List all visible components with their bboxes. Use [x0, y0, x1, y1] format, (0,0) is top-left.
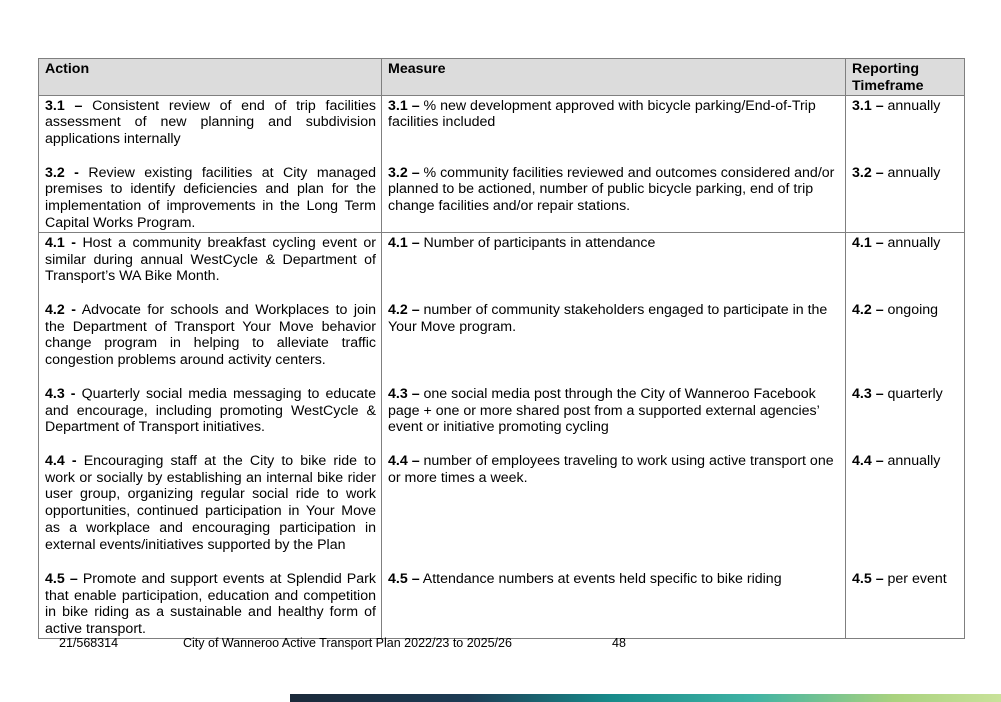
entry-4-5 — [388, 571, 840, 588]
footer-doc-title: City of Wanneroo Active Transport Plan 2022/23 to 2025/26 — [183, 636, 512, 650]
entry-text: quarterly — [887, 385, 943, 402]
entry-id: 4.3 – — [388, 385, 420, 402]
measure-cell — [382, 232, 846, 638]
entry-text: Number of participants in attendance — [423, 234, 656, 251]
measure-cell — [382, 95, 846, 232]
entry-text: one social media post through the City of Wanneroo Facebook page + one or more shared post from a supported external agencies’ event or initiative promoting cycling — [388, 385, 820, 436]
entry-4-3 — [852, 386, 959, 453]
entry-text: Quarterly social media messaging to educate and encourage, including promoting WestCycle & Department of Transport initiatives. — [45, 385, 376, 436]
entry-3-1 — [45, 98, 376, 165]
entry-id: 4.1 – — [388, 234, 420, 251]
entry-text: number of employees traveling to work using active transport one or more times a week. — [388, 452, 834, 486]
entry-id: 3.2 – — [388, 164, 420, 181]
entry-id: 3.1 – — [852, 97, 884, 114]
entry-text: Review existing facilities at City managed premises to identify deficiencies and plan for the implementation of improvements in the Long Term Capital Works Program. — [45, 164, 376, 231]
entry-id: 4.2 – — [852, 301, 884, 318]
entry-id: 4.2 - — [45, 301, 76, 318]
entry-id: 4.5 – — [45, 570, 78, 587]
entry-4-2 — [388, 302, 840, 386]
entry-4-3 — [45, 386, 376, 453]
entry-text: % community facilities reviewed and outcomes considered and/or planned to be actioned, number of public bicycle parking, end of trip change facilities and/or repair stations. — [388, 164, 835, 215]
entry-4-2 — [45, 302, 376, 386]
entry-text: annually — [887, 452, 941, 469]
entry-text: Consistent review of end of trip facilities assessment of new planning and subdivision applications internally — [45, 97, 376, 148]
table-row-group-3 — [39, 95, 965, 232]
entry-4-1 — [852, 235, 959, 302]
entry-id: 4.1 – — [852, 234, 884, 251]
entry-4-4 — [852, 453, 959, 571]
entry-3-2 — [45, 165, 376, 232]
entry-id: 3.2 – — [852, 164, 884, 181]
entry-text: annually — [887, 234, 941, 251]
action-cell — [39, 95, 382, 232]
entry-4-1 — [45, 235, 376, 302]
entry-id: 4.5 – — [852, 570, 884, 587]
entry-id: 4.1 - — [45, 234, 76, 251]
table-header-row — [39, 59, 965, 96]
entry-4-4 — [45, 453, 376, 571]
action-cell — [39, 232, 382, 638]
entry-id: 3.1 – — [45, 97, 83, 114]
entry-3-2 — [388, 165, 840, 215]
entry-id: 3.1 – — [388, 97, 420, 114]
entry-text: Advocate for schools and Workplaces to join the Department of Transport Your Move behavior change program in helping to alleviate traffic congestion problems around activity centers. — [45, 301, 376, 369]
entry-text: % new development approved with bicycle parking/End-of-Trip facilities included — [388, 97, 816, 131]
entry-4-5 — [45, 571, 376, 638]
entry-id: 3.2 - — [45, 164, 79, 181]
table-row-group-4 — [39, 232, 965, 638]
footer-decorative-bar — [290, 694, 1001, 702]
entry-3-1 — [388, 98, 840, 165]
footer-page-number: 48 — [612, 636, 626, 650]
entry-text: number of community stakeholders engaged to participate in the Your Move program. — [388, 301, 828, 335]
entry-4-1 — [388, 235, 840, 302]
header-measure: Measure — [382, 59, 846, 96]
entry-id: 4.2 – — [388, 301, 420, 318]
entry-text: Attendance numbers at events held specific to bike riding — [422, 570, 782, 587]
entry-id: 4.3 – — [852, 385, 884, 402]
entry-4-4 — [388, 453, 840, 571]
timeframe-cell — [846, 232, 965, 638]
header-reporting-timeframe: Reporting Timeframe — [846, 59, 965, 96]
entry-text: ongoing — [887, 301, 939, 318]
action-plan-table — [38, 58, 965, 639]
entry-text: Host a community breakfast cycling event or similar during annual WestCycle & Department of Transport’s WA Bike Month. — [45, 234, 376, 285]
entry-text: Encouraging staff at the City to bike ride to work or socially by establishing an internal bike rider user group, organizing regular social ride to work opportunities, continued participation in Your Move as a workplace and encouraging participation in external events/initiatives supported by the Plan — [45, 452, 377, 553]
entry-id: 4.4 – — [388, 452, 420, 469]
header-action: Action — [39, 59, 382, 96]
entry-text: annually — [887, 97, 941, 114]
entry-id: 4.4 - — [45, 452, 77, 469]
entry-4-5 — [852, 571, 959, 588]
entry-text: annually — [887, 164, 941, 181]
entry-4-2 — [852, 302, 959, 386]
entry-text: per event — [887, 570, 947, 587]
entry-3-2 — [852, 165, 959, 182]
entry-id: 4.4 – — [852, 452, 884, 469]
entry-4-3 — [388, 386, 840, 453]
entry-3-1 — [852, 98, 959, 165]
entry-id: 4.5 – — [388, 570, 420, 587]
entry-text: Promote and support events at Splendid Park that enable participation, education and competition in bike riding as a sustainable and healthy form of active transport. — [45, 570, 376, 638]
footer-doc-ref: 21/568314 — [59, 636, 119, 650]
timeframe-cell — [846, 95, 965, 232]
entry-id: 4.3 - — [45, 385, 76, 402]
